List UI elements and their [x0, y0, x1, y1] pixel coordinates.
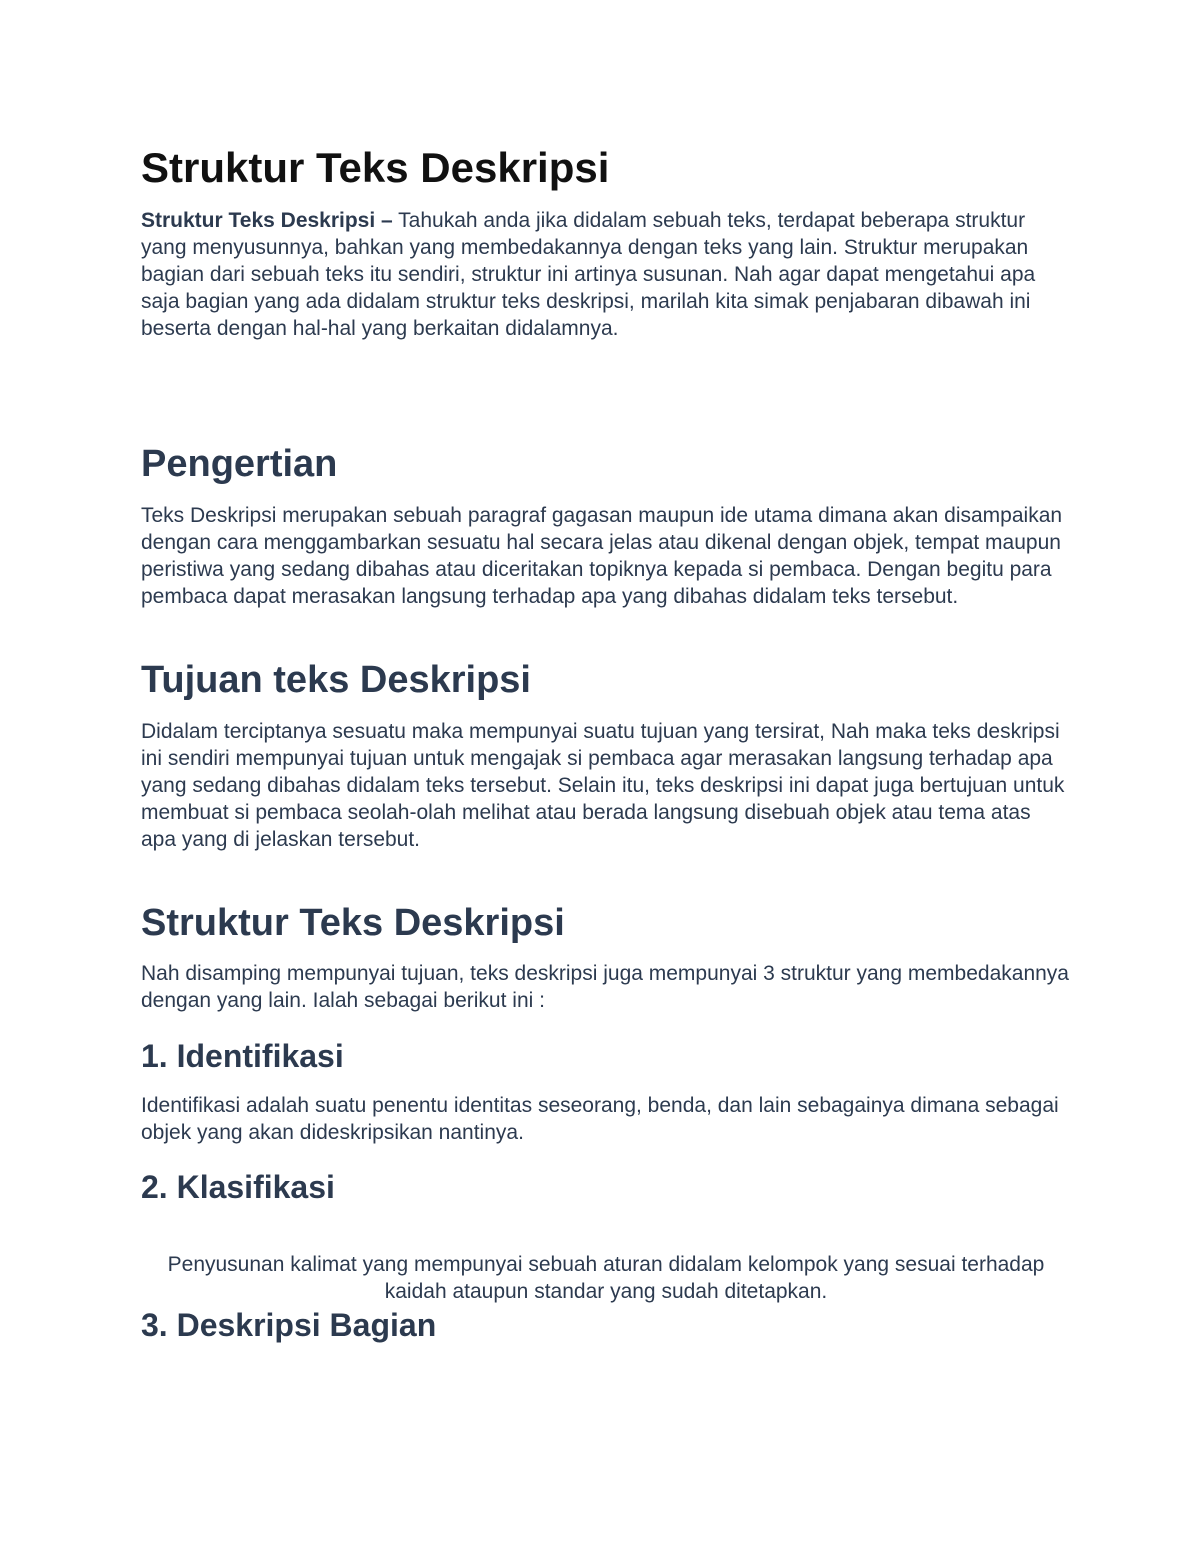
heading-tujuan: Tujuan teks Deskripsi — [141, 659, 531, 701]
paragraph-tujuan: Didalam terciptanya sesuatu maka mempunyai suatu tujuan yang tersirat, Nah maka teks deskripsi ini sendiri mempunyai tujuan untuk mengajak si pembaca agar merasakan langsung terhadap apa yang sedang dibahas didalam teks tersebut. Selain itu, teks deskripsi ini dapat juga bertujuan untuk membuat si pembaca seolah-olah melihat atau berada langsung disebuah objek atau tema atas apa yang di jelaskan tersebut. — [141, 720, 1065, 851]
heading-pengertian: Pengertian — [141, 443, 338, 485]
document-title: Struktur Teks Deskripsi — [141, 144, 610, 191]
heading-deskripsi-bagian: 3. Deskripsi Bagian — [141, 1307, 437, 1343]
heading-struktur: Struktur Teks Deskripsi — [141, 902, 565, 944]
paragraph-pengertian: Teks Deskripsi merupakan sebuah paragraf gagasan maupun ide utama dimana akan disampaikan dengan cara menggambarkan sesuatu hal secara jelas atau dikenal dengan objek, tempat maupun peristiwa yang sedang dibahas atau diceritakan topiknya kepada si pembaca. Dengan begitu para pembaca dapat merasakan langsung terhadap apa yang dibahas didalam teks tersebut. — [141, 504, 1063, 608]
paragraph-struktur: Nah disamping mempunyai tujuan, teks deskripsi juga mempunyai 3 struktur yang membedakannya dengan yang lain. Ialah sebagai berikut ini : — [141, 962, 1069, 1012]
intro-text: Tahukah anda jika didalam sebuah teks, terdapat beberapa struktur yang menyusunnya, bahkan yang membedakannya dengan teks yang lain. Struktur merupakan bagian dari sebuah teks itu sendiri, struktur ini artinya susunan. Nah agar dapat mengetahui apa saja bagian yang ada didalam struktur teks deskripsi, marilah kita simak penjabaran dibawah ini beserta dengan hal-hal yang berkaitan didalamnya. — [141, 209, 1036, 340]
paragraph-identifikasi: Identifikasi adalah suatu penentu identitas seseorang, benda, dan lain sebagainya dimana sebagai objek yang akan dideskripsikan nantinya. — [141, 1094, 1059, 1144]
heading-identifikasi: 1. Identifikasi — [141, 1038, 344, 1074]
intro-paragraph — [141, 207, 1071, 342]
paragraph-klasifikasi: Penyusunan kalimat yang mempunyai sebuah aturan didalam kelompok yang sesuai terhadap kaidah ataupun standar yang sudah ditetapkan. — [167, 1253, 1045, 1303]
intro-lead: Struktur Teks Deskripsi – — [141, 209, 393, 232]
heading-klasifikasi: 2. Klasifikasi — [141, 1169, 335, 1205]
